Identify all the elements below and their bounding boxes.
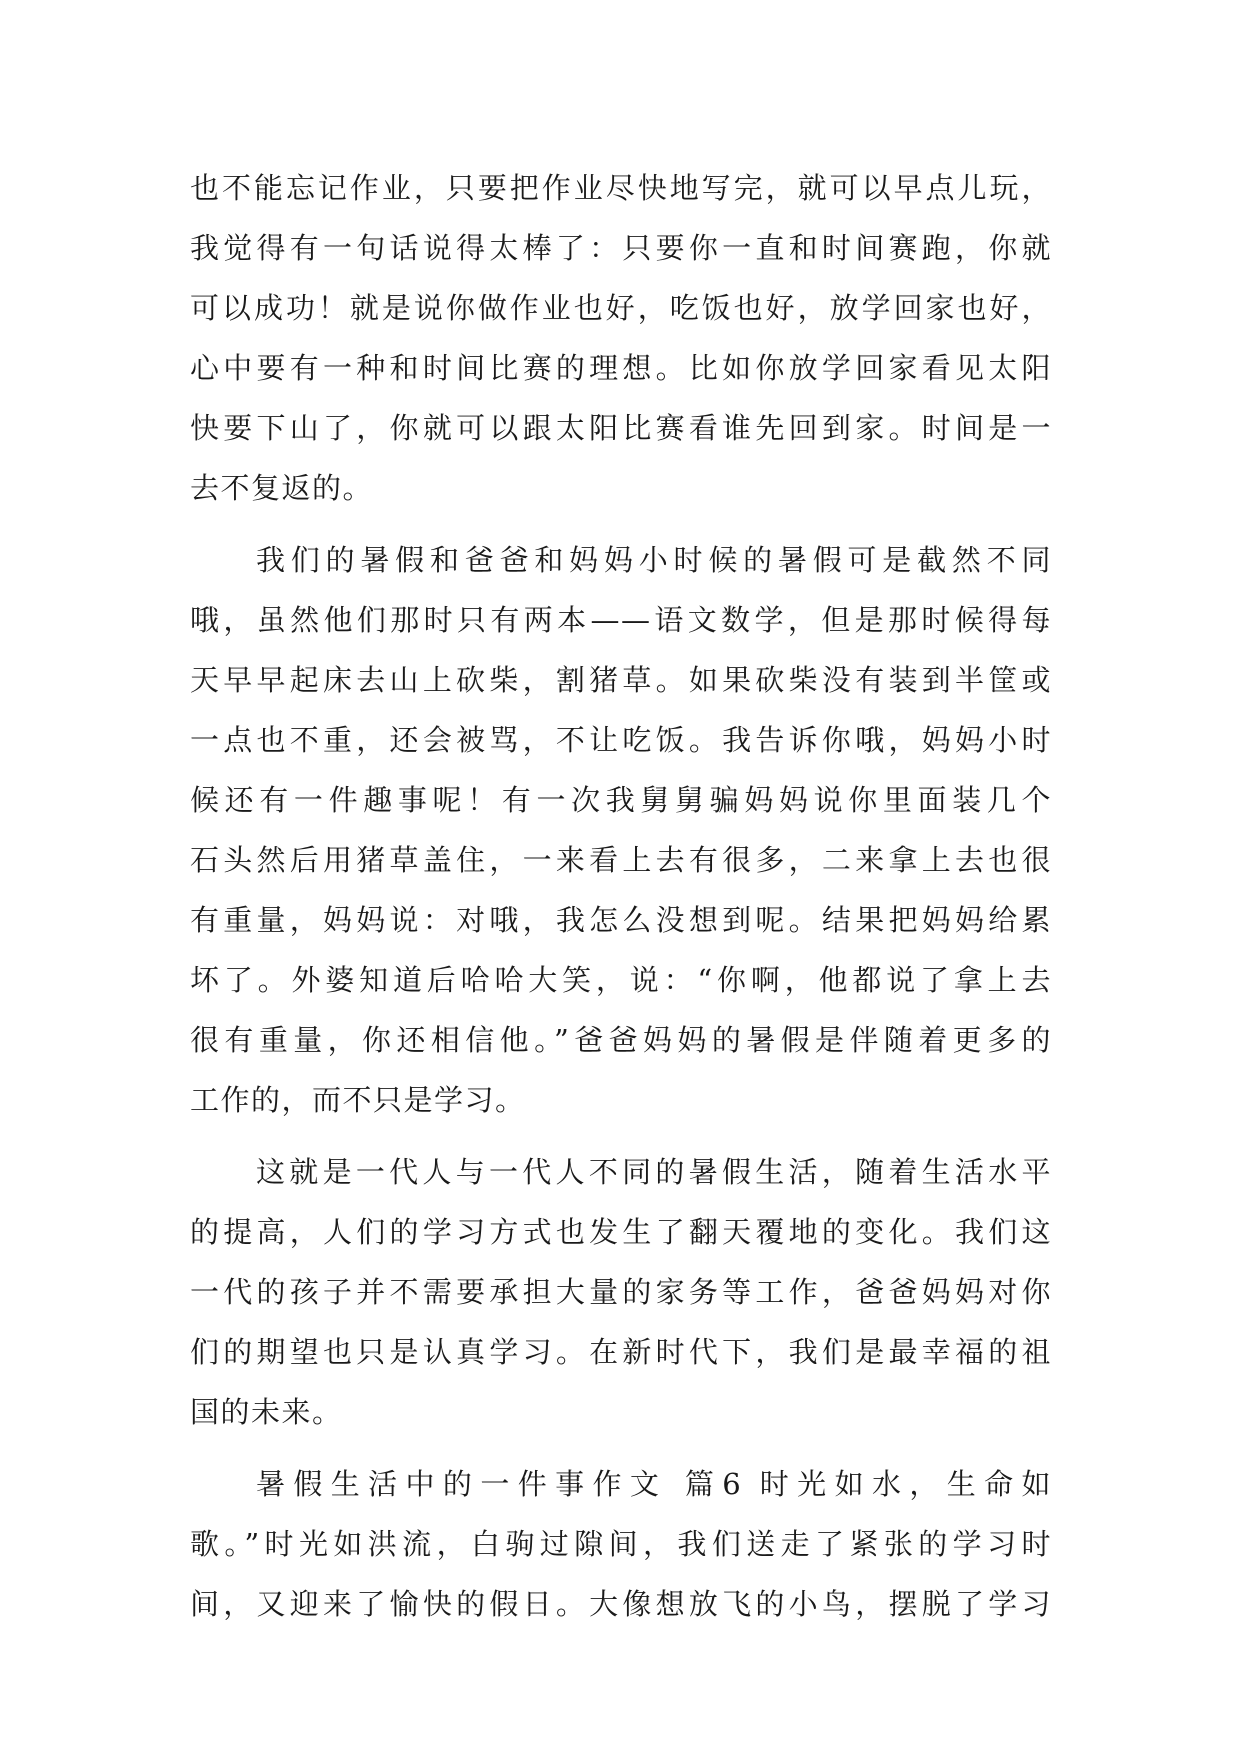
text-line: 心中要有一种和时间比赛的理想。比如你放学回家看见太阳 xyxy=(190,351,1052,385)
paragraph xyxy=(190,1454,1052,1634)
text-line: 们的期望也只是认真学习。在新时代下，我们是最幸福的祖 xyxy=(190,1335,1052,1369)
text-line: 的提高，人们的学习方式也发生了翻天覆地的变化。我们这 xyxy=(190,1215,1052,1249)
text-line: 哦，虽然他们那时只有两本——语文数学，但是那时候得每 xyxy=(190,603,1052,637)
text-line: 一代的孩子并不需要承担大量的家务等工作，爸爸妈妈对你 xyxy=(190,1275,1052,1309)
text-line: 间，又迎来了愉快的假日。大像想放飞的小鸟，摆脱了学习 xyxy=(190,1587,1052,1621)
text-line: 坏了。外婆知道后哈哈大笑，说：“你啊，他都说了拿上去 xyxy=(190,963,1052,997)
text-line: 候还有一件趣事呢！有一次我舅舅骗妈妈说你里面装几个 xyxy=(190,783,1052,817)
text-line: 有重量，妈妈说：对哦，我怎么没想到呢。结果把妈妈给累 xyxy=(190,903,1052,937)
text-line: 天早早起床去山上砍柴，割猪草。如果砍柴没有装到半筐或 xyxy=(190,663,1052,697)
text-line: 我觉得有一句话说得太棒了：只要你一直和时间赛跑，你就 xyxy=(190,231,1052,265)
text-line: 可以成功！就是说你做作业也好，吃饭也好，放学回家也好， xyxy=(190,291,1052,325)
text-line: 也不能忘记作业，只要把作业尽快地写完，就可以早点儿玩， xyxy=(190,171,1052,205)
text-line: 国的未来。 xyxy=(190,1395,343,1429)
text-line: 歌。”时光如洪流，白驹过隙间，我们送走了紧张的学习时 xyxy=(190,1527,1052,1561)
document-body xyxy=(190,158,1052,1646)
paragraph xyxy=(190,158,1052,518)
text-line: 暑假生活中的一件事作文 篇6 时光如水，生命如 xyxy=(256,1467,1052,1501)
text-line: 一点也不重，还会被骂，不让吃饭。我告诉你哦，妈妈小时 xyxy=(190,723,1052,757)
text-line: 工作的，而不只是学习。 xyxy=(190,1083,526,1117)
text-line: 很有重量，你还相信他。”爸爸妈妈的暑假是伴随着更多的 xyxy=(190,1023,1052,1057)
text-line: 快要下山了，你就可以跟太阳比赛看谁先回到家。时间是一 xyxy=(190,411,1052,445)
text-line: 去不复返的。 xyxy=(190,471,374,505)
text-line: 这就是一代人与一代人不同的暑假生活，随着生活水平 xyxy=(256,1155,1052,1189)
text-line: 石头然后用猪草盖住，一来看上去有很多，二来拿上去也很 xyxy=(190,843,1052,877)
paragraph xyxy=(190,1142,1052,1442)
text-line: 我们的暑假和爸爸和妈妈小时候的暑假可是截然不同 xyxy=(256,543,1052,577)
paragraph xyxy=(190,530,1052,1130)
